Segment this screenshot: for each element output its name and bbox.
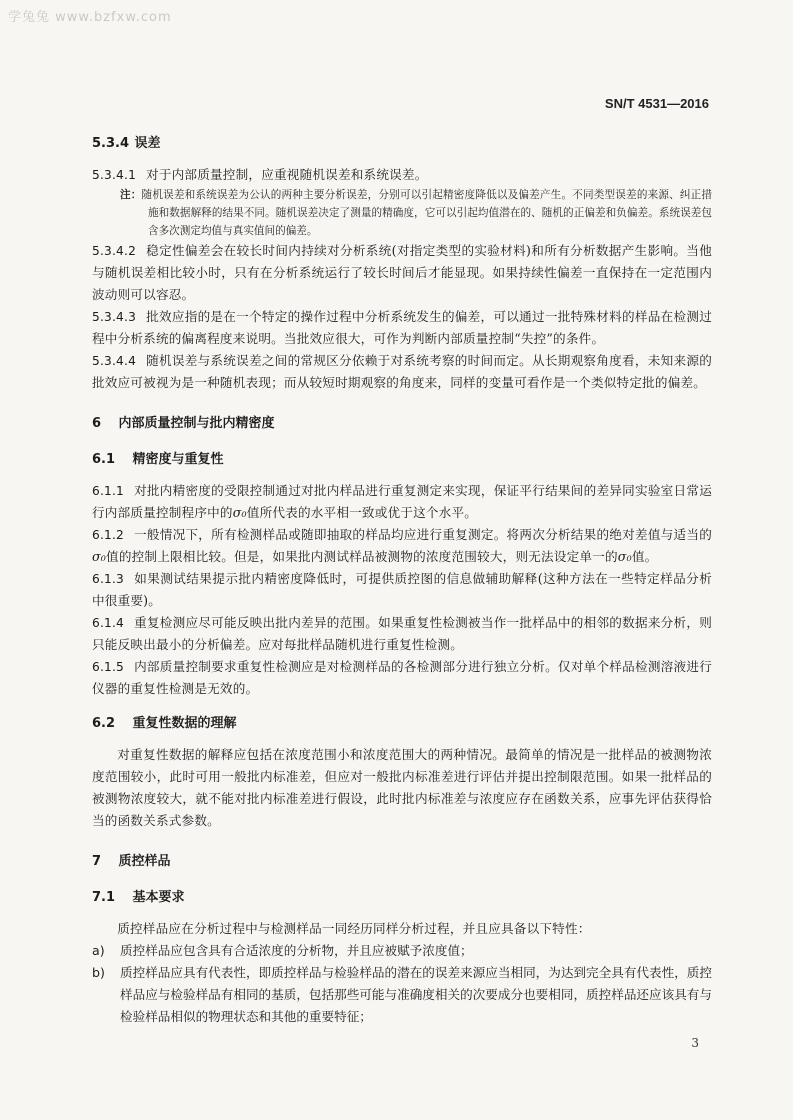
standard-code-header: SN/T 4531—2016	[604, 96, 709, 111]
paragraph-5-3-4-1: 5.3.4.1 对于内部质量控制，应重视随机误差和系统误差。	[92, 167, 428, 182]
section-heading-5-3-4: 5.3.4 误差	[92, 136, 161, 151]
paragraph-7-1-intro: 质控样品应在分析过程中与检测样品一同经历同样分析过程，并且应具备以下特性：	[117, 921, 591, 936]
note-5-3-4-1: 注：随机误差和系统误差为公认的两种主要分析误差，分别可以引起精密度降低以及偏差产生。不同类型误差的来源、纠正措施和数据解释的结果不同。随机误差决定了测量的精确度，它可以引起均值潜在的、随机的正偏差和负偏差。系统误差包含多次测定均值与真实值间的偏差。	[120, 189, 713, 237]
paragraph-6-1-3: 6.1.3 如果测试结果提示批内精密度降低时，可提供质控图的信息做辅助解释(这种方法在一些特定样品分析中很重要)。	[92, 571, 712, 608]
paragraph-5-3-4-4: 5.3.4.4 随机误差与系统误差之间的常规区分依赖于对系统考察的时间而定。从长期观察角度看，未知来源的批效应可被视为是一种随机表现；而从较短时期观察的角度来，同样的变量可看作是一个类似特定批的偏差。	[92, 353, 712, 390]
paragraph-6-1-1: 6.1.1 对批内精密度的受限控制通过对批内样品进行重复测定来实现，保证平行结果间的差异同实验室日常运行内部质量控制程序中的σ₀值所代表的水平相一致或优于这个水平。	[92, 483, 712, 520]
paragraph-6-1-4: 6.1.4 重复检测应尽可能反映出批内差异的范围。如果重复性检测被当作一批样品中的相邻的数据来分析，则只能反映出最小的分析偏差。应对每批样品随机进行重复性检测。	[92, 615, 712, 652]
paragraph-5-3-4-2: 5.3.4.2 稳定性偏差会在较长时间内持续对分析系统(对指定类型的实验材料)和所有分析数据产生影响。当他与随机误差相比较小时，只有在分析系统运行了较长时间后才能显现。如果持续性偏差一直保持在一定范围内波动则可以容忍。	[92, 243, 712, 302]
sigma-symbol: σ₀	[232, 505, 247, 520]
section-heading-7-1: 7.1 基本要求	[92, 890, 185, 905]
page-number: 3	[691, 1036, 699, 1050]
sigma-symbol: σ₀	[92, 549, 107, 564]
paragraph-5-3-4-3: 5.3.4.3 批效应指的是在一个特定的操作过程中分析系统发生的偏差，可以通过一批特殊材料的样品在检测过程中分析系统的偏离程度来说明。当批效应很大，可作为判断内部质量控制“失控”的条件。	[92, 309, 712, 346]
paragraph-6-1-5: 6.1.5 内部质量控制要求重复性检测应是对检测样品的各检测部分进行独立分析。仅对单个样品检测溶液进行仪器的重复性检测是无效的。	[92, 659, 712, 696]
paragraph-6-1-2: 6.1.2 一般情况下，所有检测样品或随即抽取的样品均应进行重复测定。将两次分析结果的绝对差值与适当的σ₀值的控制上限相比较。但是，如果批内测试样品被测物的浓度范围较大，则无法设定单一的σ₀值。	[92, 527, 712, 564]
section-heading-6: 6 内部质量控制与批内精密度	[92, 416, 275, 431]
section-heading-7: 7 质控样品	[92, 854, 171, 869]
section-heading-6-1: 6.1 精密度与重复性	[92, 452, 224, 467]
list-item: b) 质控样品应具有代表性，即质控样品与检验样品的潜在的误差来源应当相同，为达到完全具有代表性，质控样品应与检验样品有相同的基质，包括那些可能与准确度相关的次要成分也要相同，质控样品还应该具有与检验样品相似的物理状态和其他的重要特征；	[92, 965, 712, 1024]
watermark: 学兔兔 www.bzfxw.com	[8, 10, 172, 25]
list-item: a) 质控样品应包含具有合适浓度的分析物，并且应被赋予浓度值；	[92, 943, 473, 958]
sigma-symbol: σ₀	[617, 549, 632, 564]
section-heading-6-2: 6.2 重复性数据的理解	[92, 716, 237, 731]
document-body	[92, 134, 712, 1028]
paragraph-6-2: 对重复性数据的解释应包括在浓度范围小和浓度范围大的两种情况。最简单的情况是一批样品的被测物浓度范围较小，此时可用一般批内标准差，但应对一般批内标准差进行评估并提出控制限范围。如果一批样品的被测物浓度较大，就不能对批内标准差进行假设，此时批内标准差与浓度应存在函数关系，应事先评估获得恰当的函数关系式参数。	[92, 747, 712, 828]
